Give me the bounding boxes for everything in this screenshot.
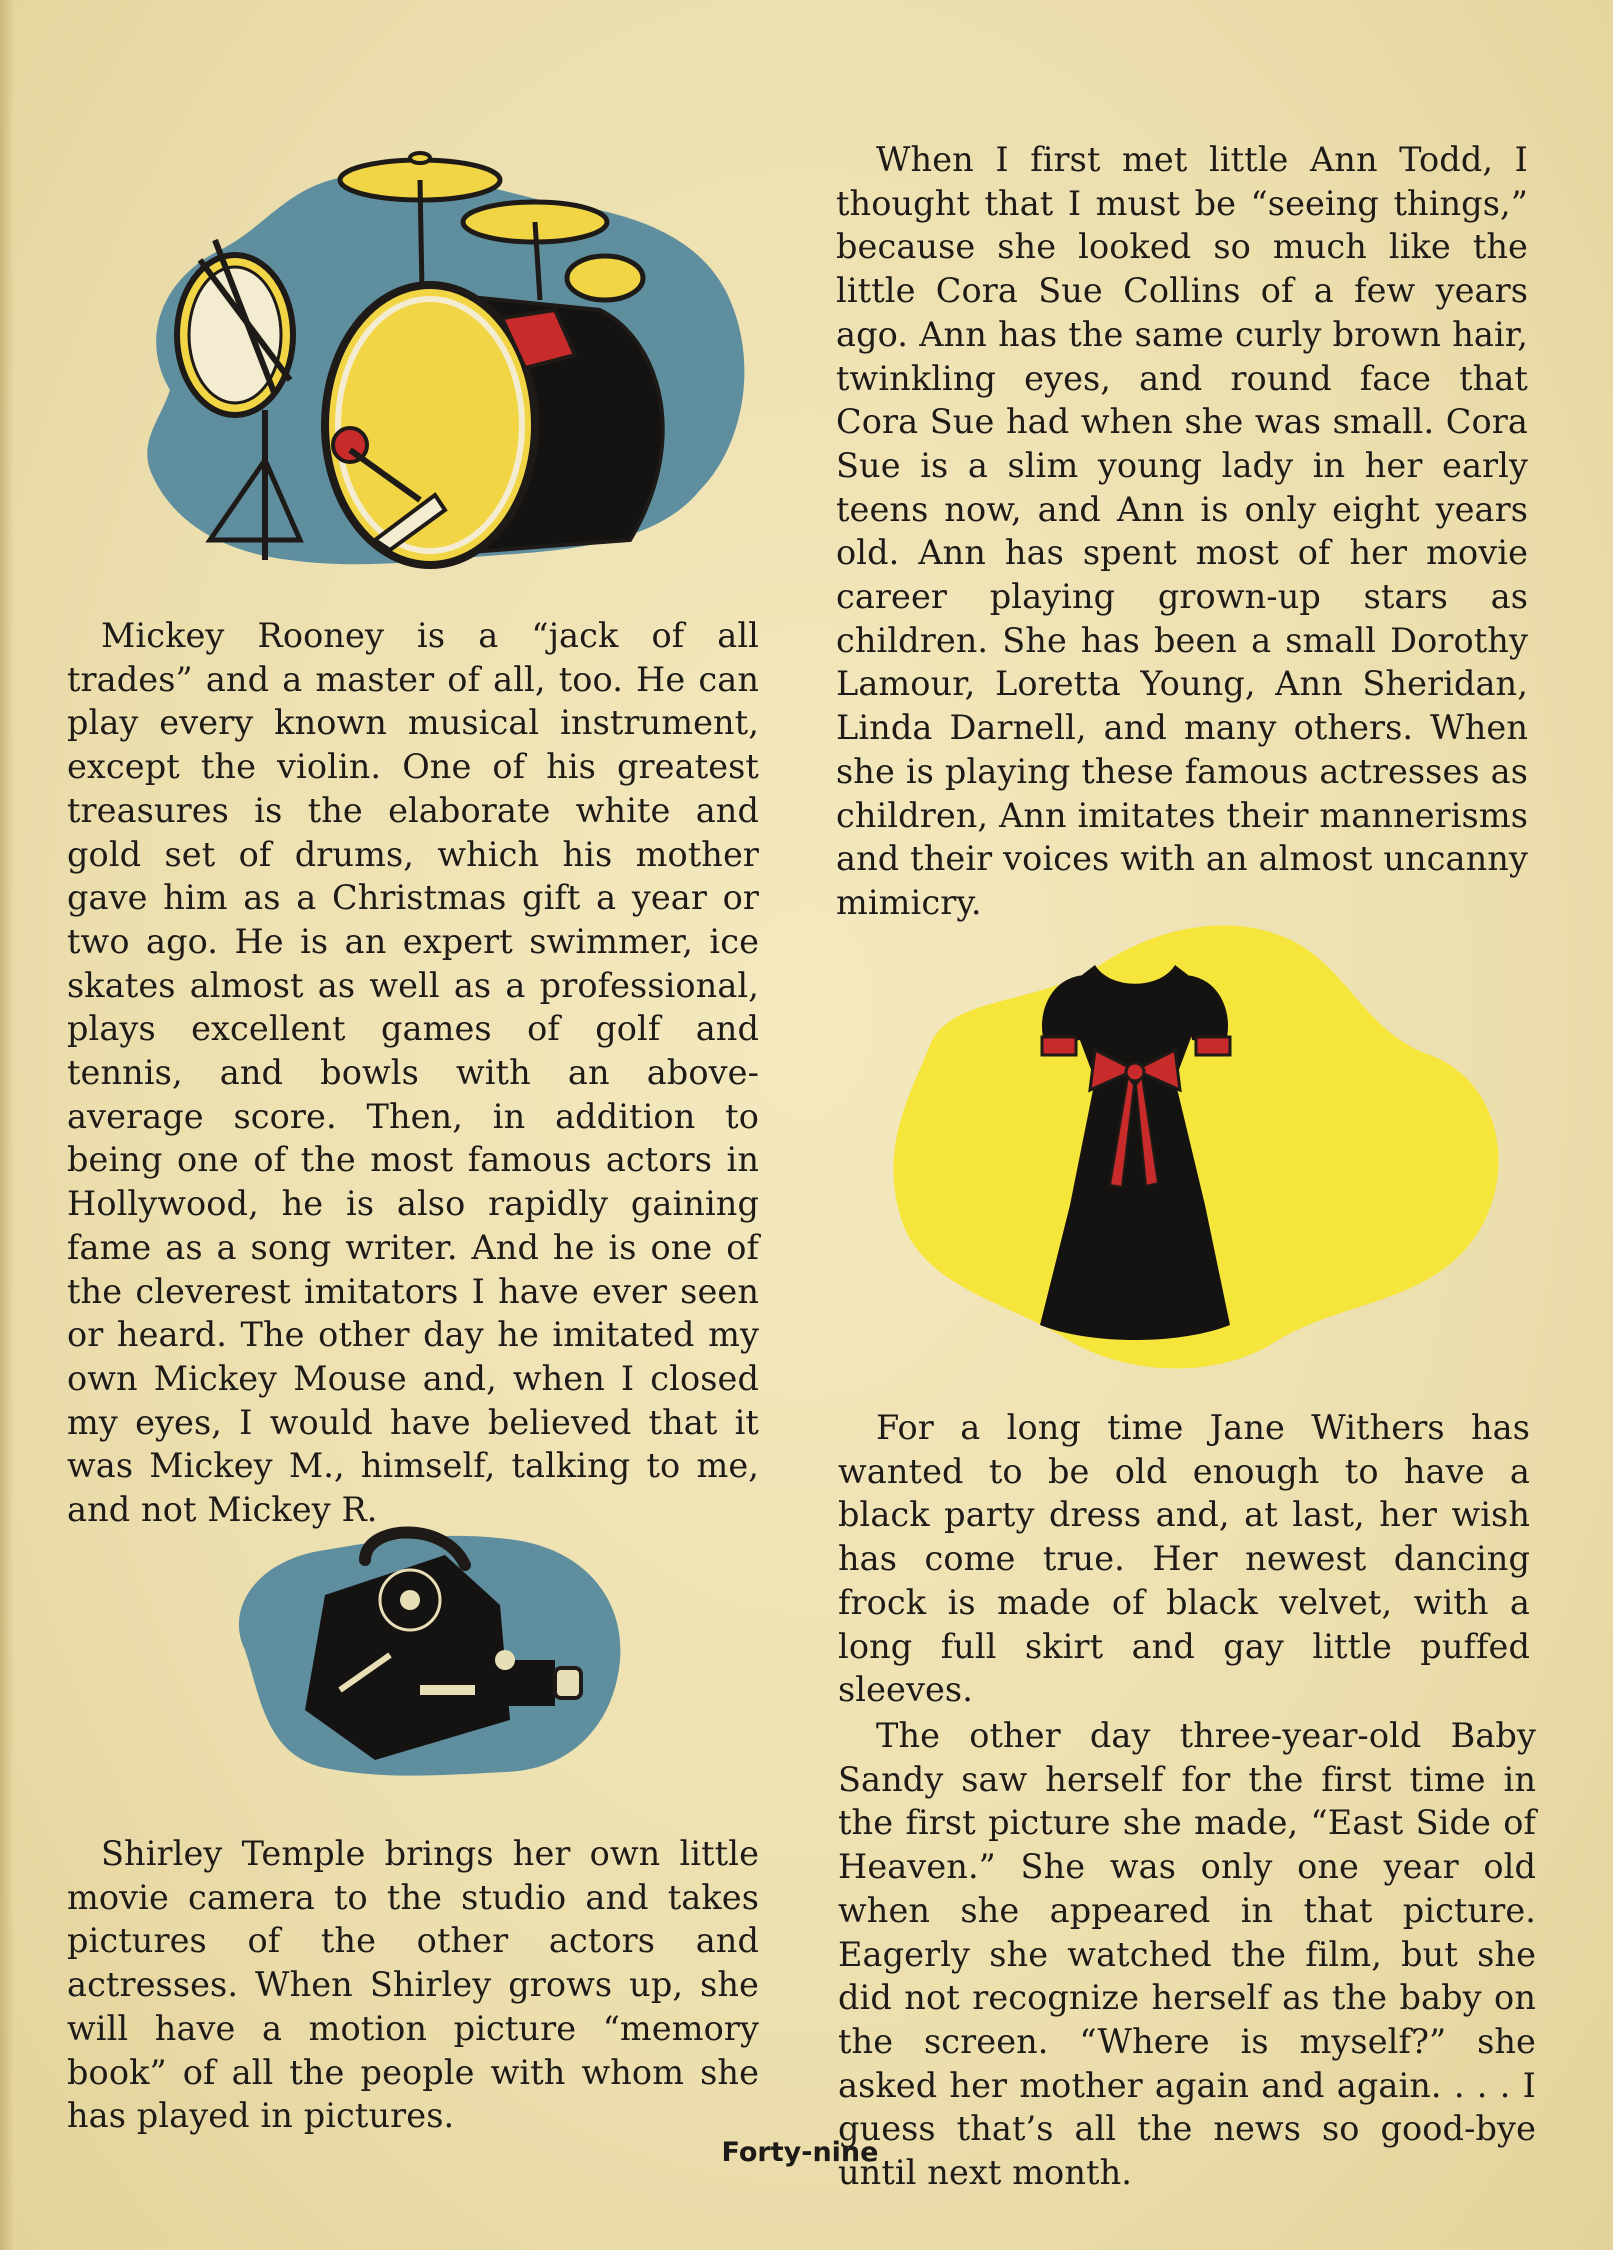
page-number: Forty-nine [721, 2137, 879, 2168]
baby-sandy-paragraph: The other day three-year-old Baby Sandy saw herself for the first time in the first picture she made, “East Side of Heaven.” She was only one year old when she appeared in that picture. Eagerly she watched the film, but she did not recognize herself as the baby on the screen. “Where is myself?” she asked her mother again and again. . . . I guess that’s all the news so good-bye until next month. [838, 1716, 1536, 2193]
rooney-paragraph: Mickey Rooney is a “jack of all trades” and a master of all, too. He can play every known musical instrument, except the violin. One of his greatest treasures is the elaborate white and gold set of drums, which his mother gave him as a Christmas gift a year or two ago. He is an expert swimmer, ice skates almost as well as a professional, plays excellent games of golf and tennis, and bowls with an above-average score. Then, in addition to being one of the most famous actors in Hollywood, he is also rapidly gaining fame as a song writer. And he is one of the cleverest imitators I have ever seen or heard. The other day he imitated my own Mickey Mouse and, when I closed my eyes, I would have believed that it was Mickey M., himself, talking to me, and not Mickey R. [67, 616, 759, 1530]
todd-paragraph: When I first met little Ann Todd, I thought that I must be “seeing things,” because she looked so much like the little Cora Sue Collins of a few years ago. Ann has the same curly brown hair, twinkling eyes, and round face that Cora Sue had when she was small. Cora Sue is a slim young lady in her early teens now, and Ann is only eight years old. Ann has spent most of her movie career playing grown-up stars as children. She has been a small Dorothy Lamour, Loretta Young, Ann Sheridan, Linda Darnell, and many others. When she is playing these famous actresses as children, Ann imitates their mannerisms and their voices with an almost uncanny mimicry. [836, 140, 1528, 922]
movie-camera-illustration [215, 1510, 635, 1790]
drum-set-illustration [100, 140, 780, 580]
party-dress-illustration [870, 905, 1520, 1385]
temple-paragraph: Shirley Temple brings her own little movie camera to the studio and takes pictures of the other actors and actresses. When Shirley grows up, she will have a motion picture “memory book” of all the people with whom she has played in pictures. [67, 1834, 759, 2136]
withers-paragraph: For a long time Jane Withers has wanted to be old enough to have a black party dress and, at last, her wish has come true. Her newest dancing frock is made of black velvet, with a long full skirt and gay little puffed sleeves. [838, 1408, 1530, 1710]
page-edge-shadow [0, 0, 14, 2250]
